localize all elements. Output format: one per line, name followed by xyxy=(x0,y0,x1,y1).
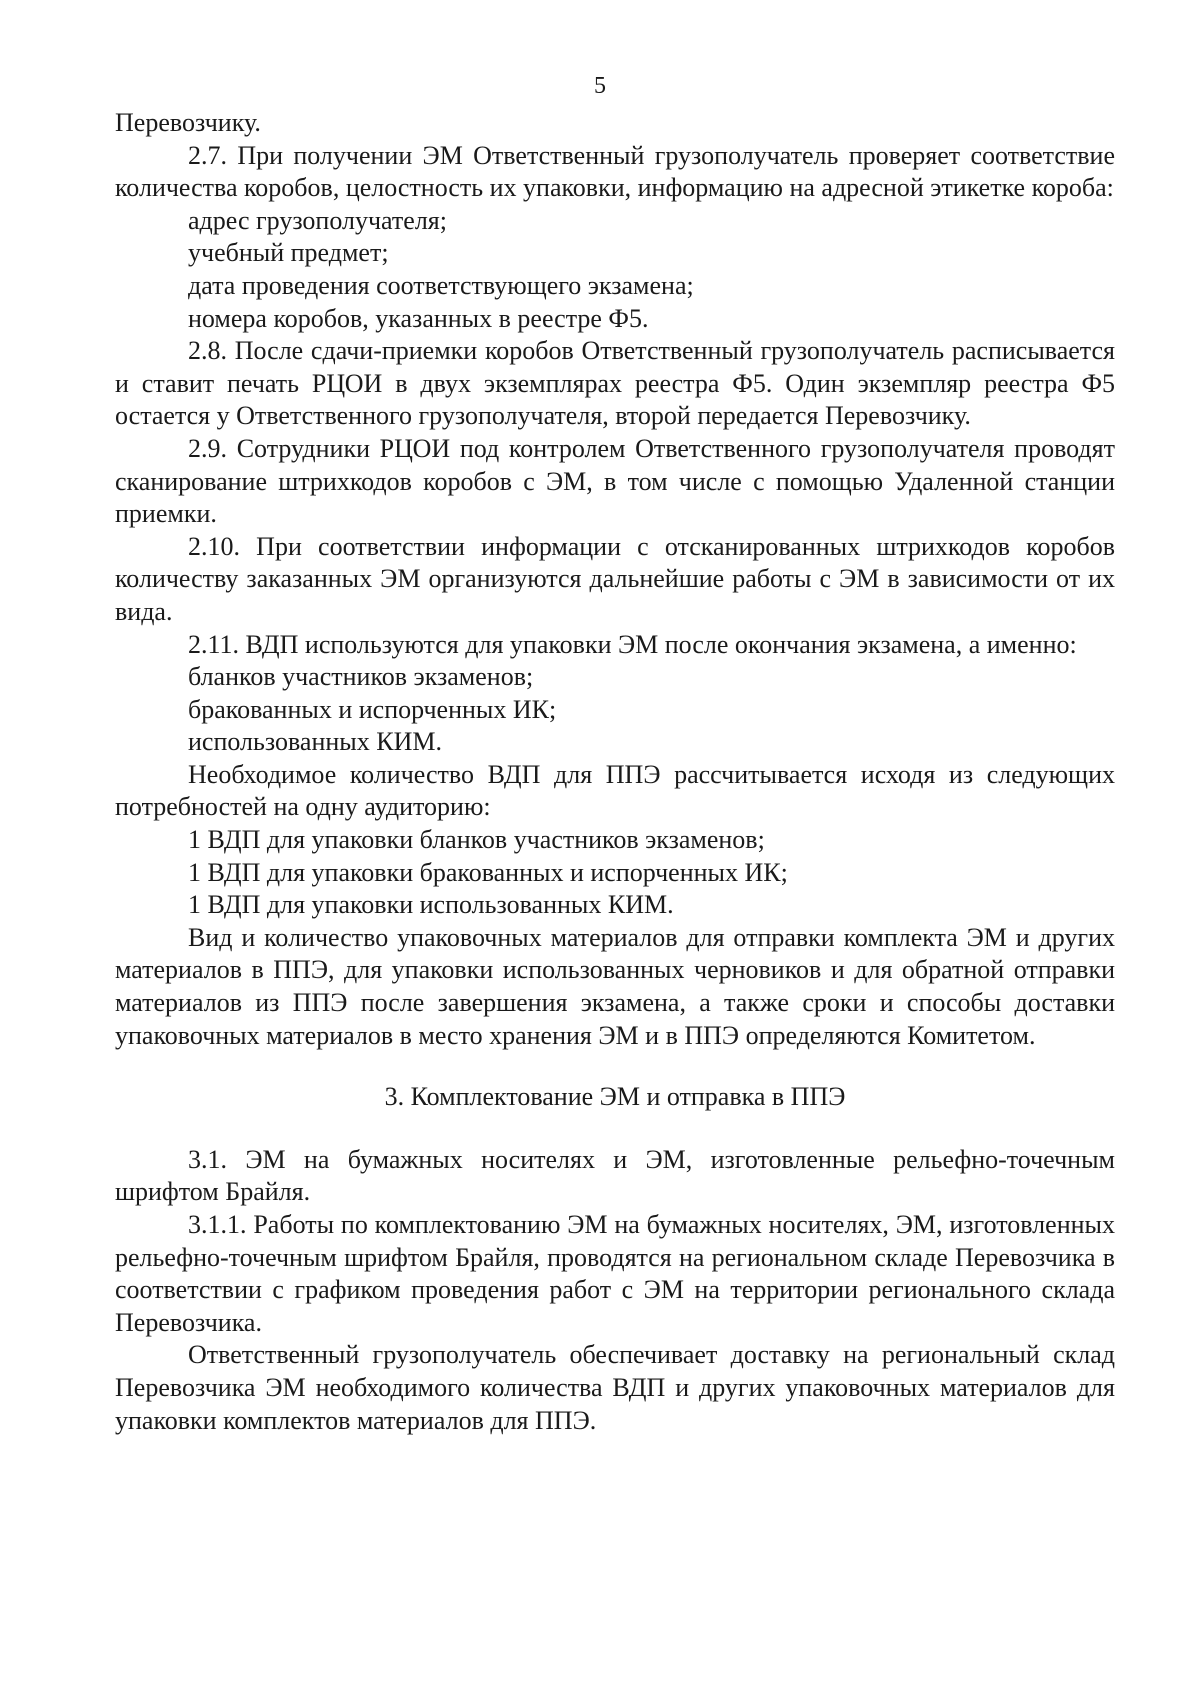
list-item: бракованных и испорченных ИК; xyxy=(188,694,557,724)
paragraph-3-1-1: 3.1.1. Работы по комплектованию ЭМ на бумажных носителях, ЭМ, изготовленных рельефно-точечным шрифтом Брайля, проводятся на региональном складе Перевозчика в соответствии с графиком проведения работ с ЭМ на территории регионального склада Перевозчика. xyxy=(115,1210,1115,1337)
document-body xyxy=(115,107,1115,1437)
list-item: дата проведения соответствующего экзамена; xyxy=(188,270,694,300)
page-number: 5 xyxy=(594,73,606,99)
paragraph: Вид и количество упаковочных материалов для отправки комплекта ЭМ и других материалов в ППЭ, для упаковки использованных черновиков и для обратной отправки материалов из ППЭ после завершения экзамена, а также сроки и способы доставки упаковочных материалов в место хранения ЭМ и в ППЭ определяются Комитетом. xyxy=(115,922,1115,1050)
list-item: 1 ВДП для упаковки бракованных и испорченных ИК; xyxy=(188,857,788,887)
paragraph: Перевозчику. xyxy=(115,108,261,137)
paragraph-2-9: 2.9. Сотрудники РЦОИ под контролем Ответственного грузополучателя проводят сканирование штрихкодов коробов с ЭМ, в том числе с помощью Удаленной станции приемки. xyxy=(115,433,1115,529)
paragraph-3-1: 3.1. ЭМ на бумажных носителях и ЭМ, изготовленные рельефно-точечным шрифтом Брайля. xyxy=(115,1144,1115,1207)
list-item: 1 ВДП для упаковки использованных КИМ. xyxy=(188,890,674,920)
paragraph-2-8: 2.8. После сдачи-приемки коробов Ответственный грузополучатель расписывается и ставит печать РЦОИ в двух экземплярах реестра Ф5. Один экземпляр реестра Ф5 остается у Ответственного грузополучателя, второй передается Перевозчику. xyxy=(115,336,1115,431)
paragraph: Необходимое количество ВДП для ППЭ рассчитывается исходя из следующих потребностей на одну аудиторию: xyxy=(115,759,1115,822)
list-item: использованных КИМ. xyxy=(188,727,442,757)
list-item: учебный предмет; xyxy=(188,238,389,268)
list-item: 1 ВДП для упаковки бланков участников экзаменов; xyxy=(188,825,765,855)
list-item: адрес грузополучателя; xyxy=(188,205,447,235)
list-item: номера коробов, указанных в реестре Ф5. xyxy=(188,303,649,333)
paragraph: Ответственный грузополучатель обеспечивает доставку на региональный склад Перевозчика ЭМ необходимого количества ВДП и других упаковочных материалов для упаковки комплектов материалов для ППЭ. xyxy=(115,1340,1115,1435)
paragraph-2-10: 2.10. При соответствии информации с отсканированных штрихкодов коробов количеству заказанных ЭМ организуются дальнейшие работы с ЭМ в зависимости от их вида. xyxy=(115,531,1115,626)
list-item: бланков участников экзаменов; xyxy=(188,662,534,692)
paragraph-2-7: 2.7. При получении ЭМ Ответственный грузополучатель проверяет соответствие количества коробов, целостность их упаковки, информацию на адресной этикетке короба: xyxy=(115,140,1115,203)
paragraph-2-11: 2.11. ВДП используются для упаковки ЭМ после окончания экзамена, а именно: xyxy=(188,629,1077,659)
section-heading: 3. Комплектование ЭМ и отправка в ППЭ xyxy=(384,1082,846,1112)
